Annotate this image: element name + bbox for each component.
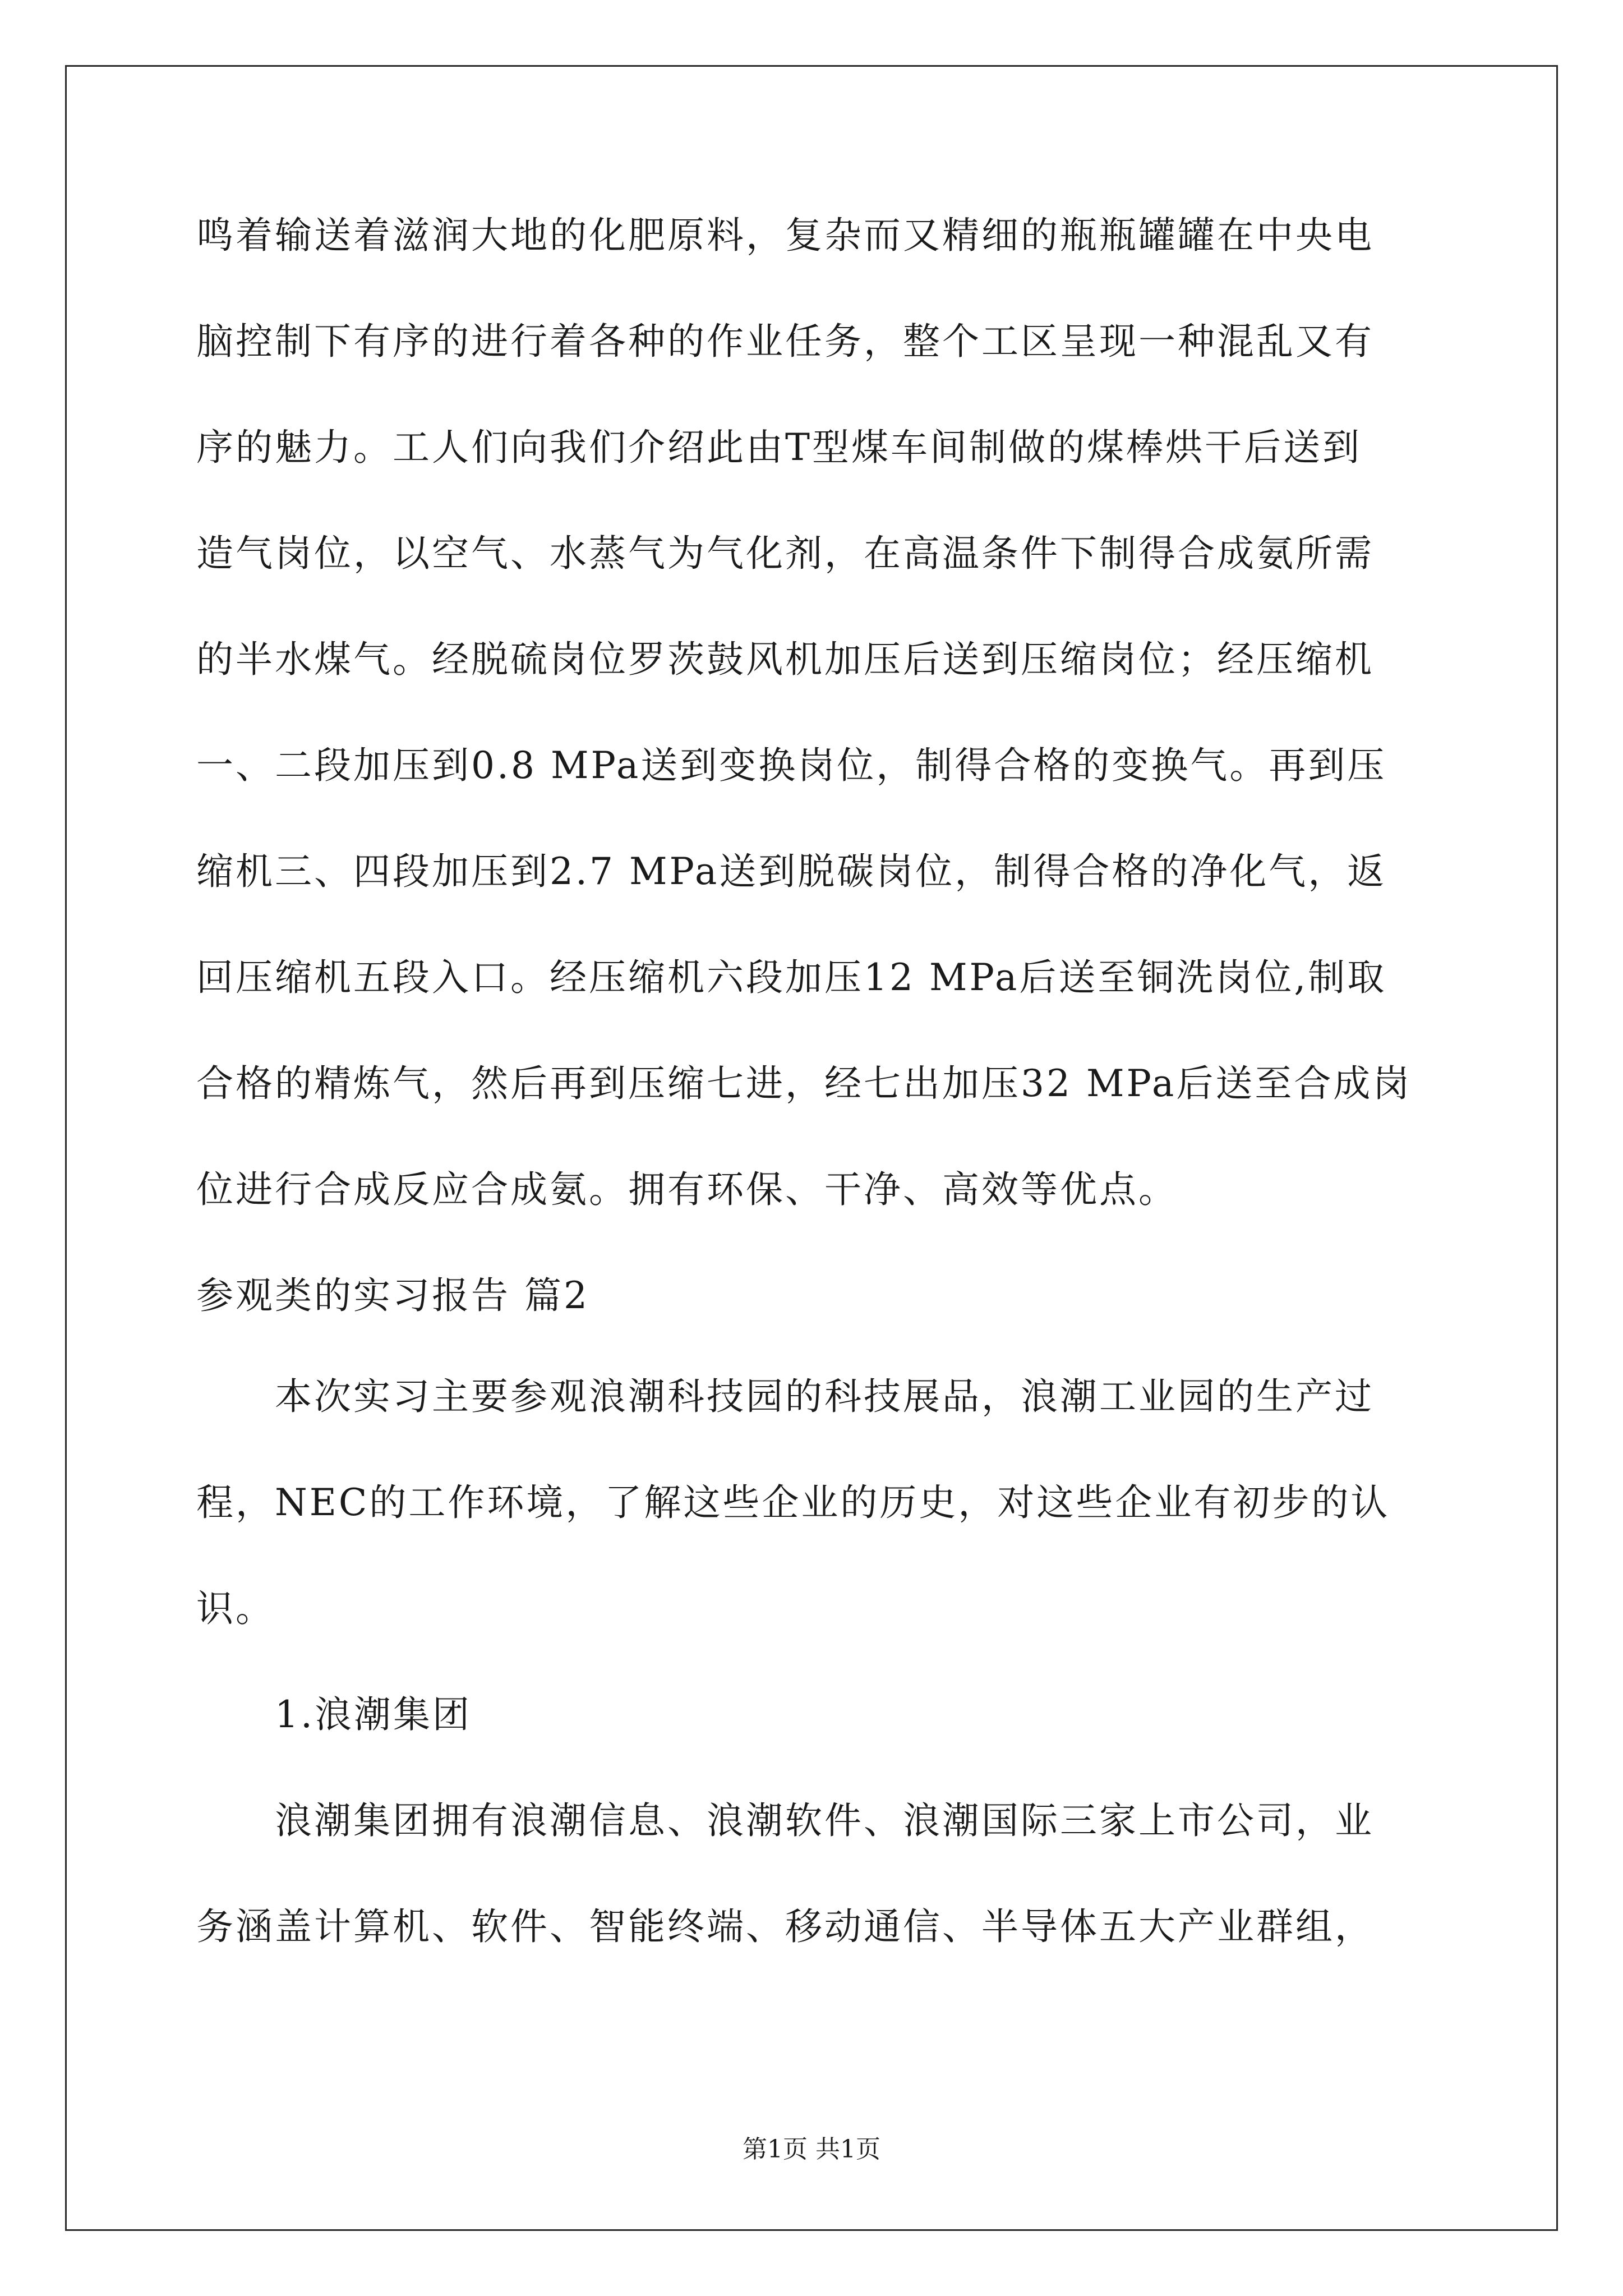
body-line: 序的魅力。工人们向我们介绍此由T型煤车间制做的煤棒烘干后送到 [196, 426, 1362, 469]
subsection-heading: 1.浪潮集团 [275, 1693, 472, 1736]
body-line: 务涵盖计算机、软件、智能终端、移动通信、半导体五大产业群组， [196, 1905, 1374, 1948]
body-line: 一、二段加压到0.8 MPa送到变换岗位，制得合格的变换气。再到压 [196, 744, 1387, 787]
body-line: 的半水煤气。经脱硫岗位罗茨鼓风机加压后送到压缩岗位；经压缩机 [196, 638, 1374, 681]
body-line: 浪潮集团拥有浪潮信息、浪潮软件、浪潮国际三家上市公司，业 [275, 1799, 1374, 1842]
body-line: 识。 [196, 1587, 275, 1630]
body-line: 造气岗位，以空气、水蒸气为气化剂，在高温条件下制得合成氨所需 [196, 532, 1374, 575]
page-number-footer: 第1页 共1页 [743, 2135, 880, 2164]
body-line: 回压缩机五段入口。经压缩机六段加压12 MPa后送至铜洗岗位,制取 [196, 956, 1387, 999]
body-line: 合格的精炼气，然后再到压缩七进，经七出加压32 MPa后送至合成岗 [196, 1062, 1412, 1105]
body-line: 位进行合成反应合成氨。拥有环保、干净、高效等优点。 [196, 1168, 1178, 1211]
body-line: 本次实习主要参观浪潮科技园的科技展品，浪潮工业园的生产过 [275, 1375, 1374, 1418]
body-line: 缩机三、四段加压到2.7 MPa送到脱碳岗位，制得合格的净化气，返 [196, 850, 1387, 893]
section-heading: 参观类的实习报告 篇2 [196, 1274, 589, 1317]
document-body [196, 213, 1430, 2010]
body-line: 鸣着输送着滋润大地的化肥原料，复杂而又精细的瓶瓶罐罐在中央电 [196, 214, 1374, 257]
body-line: 脑控制下有序的进行着各种的作业任务，整个工区呈现一种混乱又有 [196, 320, 1374, 363]
body-line: 程，NEC的工作环境，了解这些企业的历史，对这些企业有初步的认 [196, 1481, 1390, 1524]
